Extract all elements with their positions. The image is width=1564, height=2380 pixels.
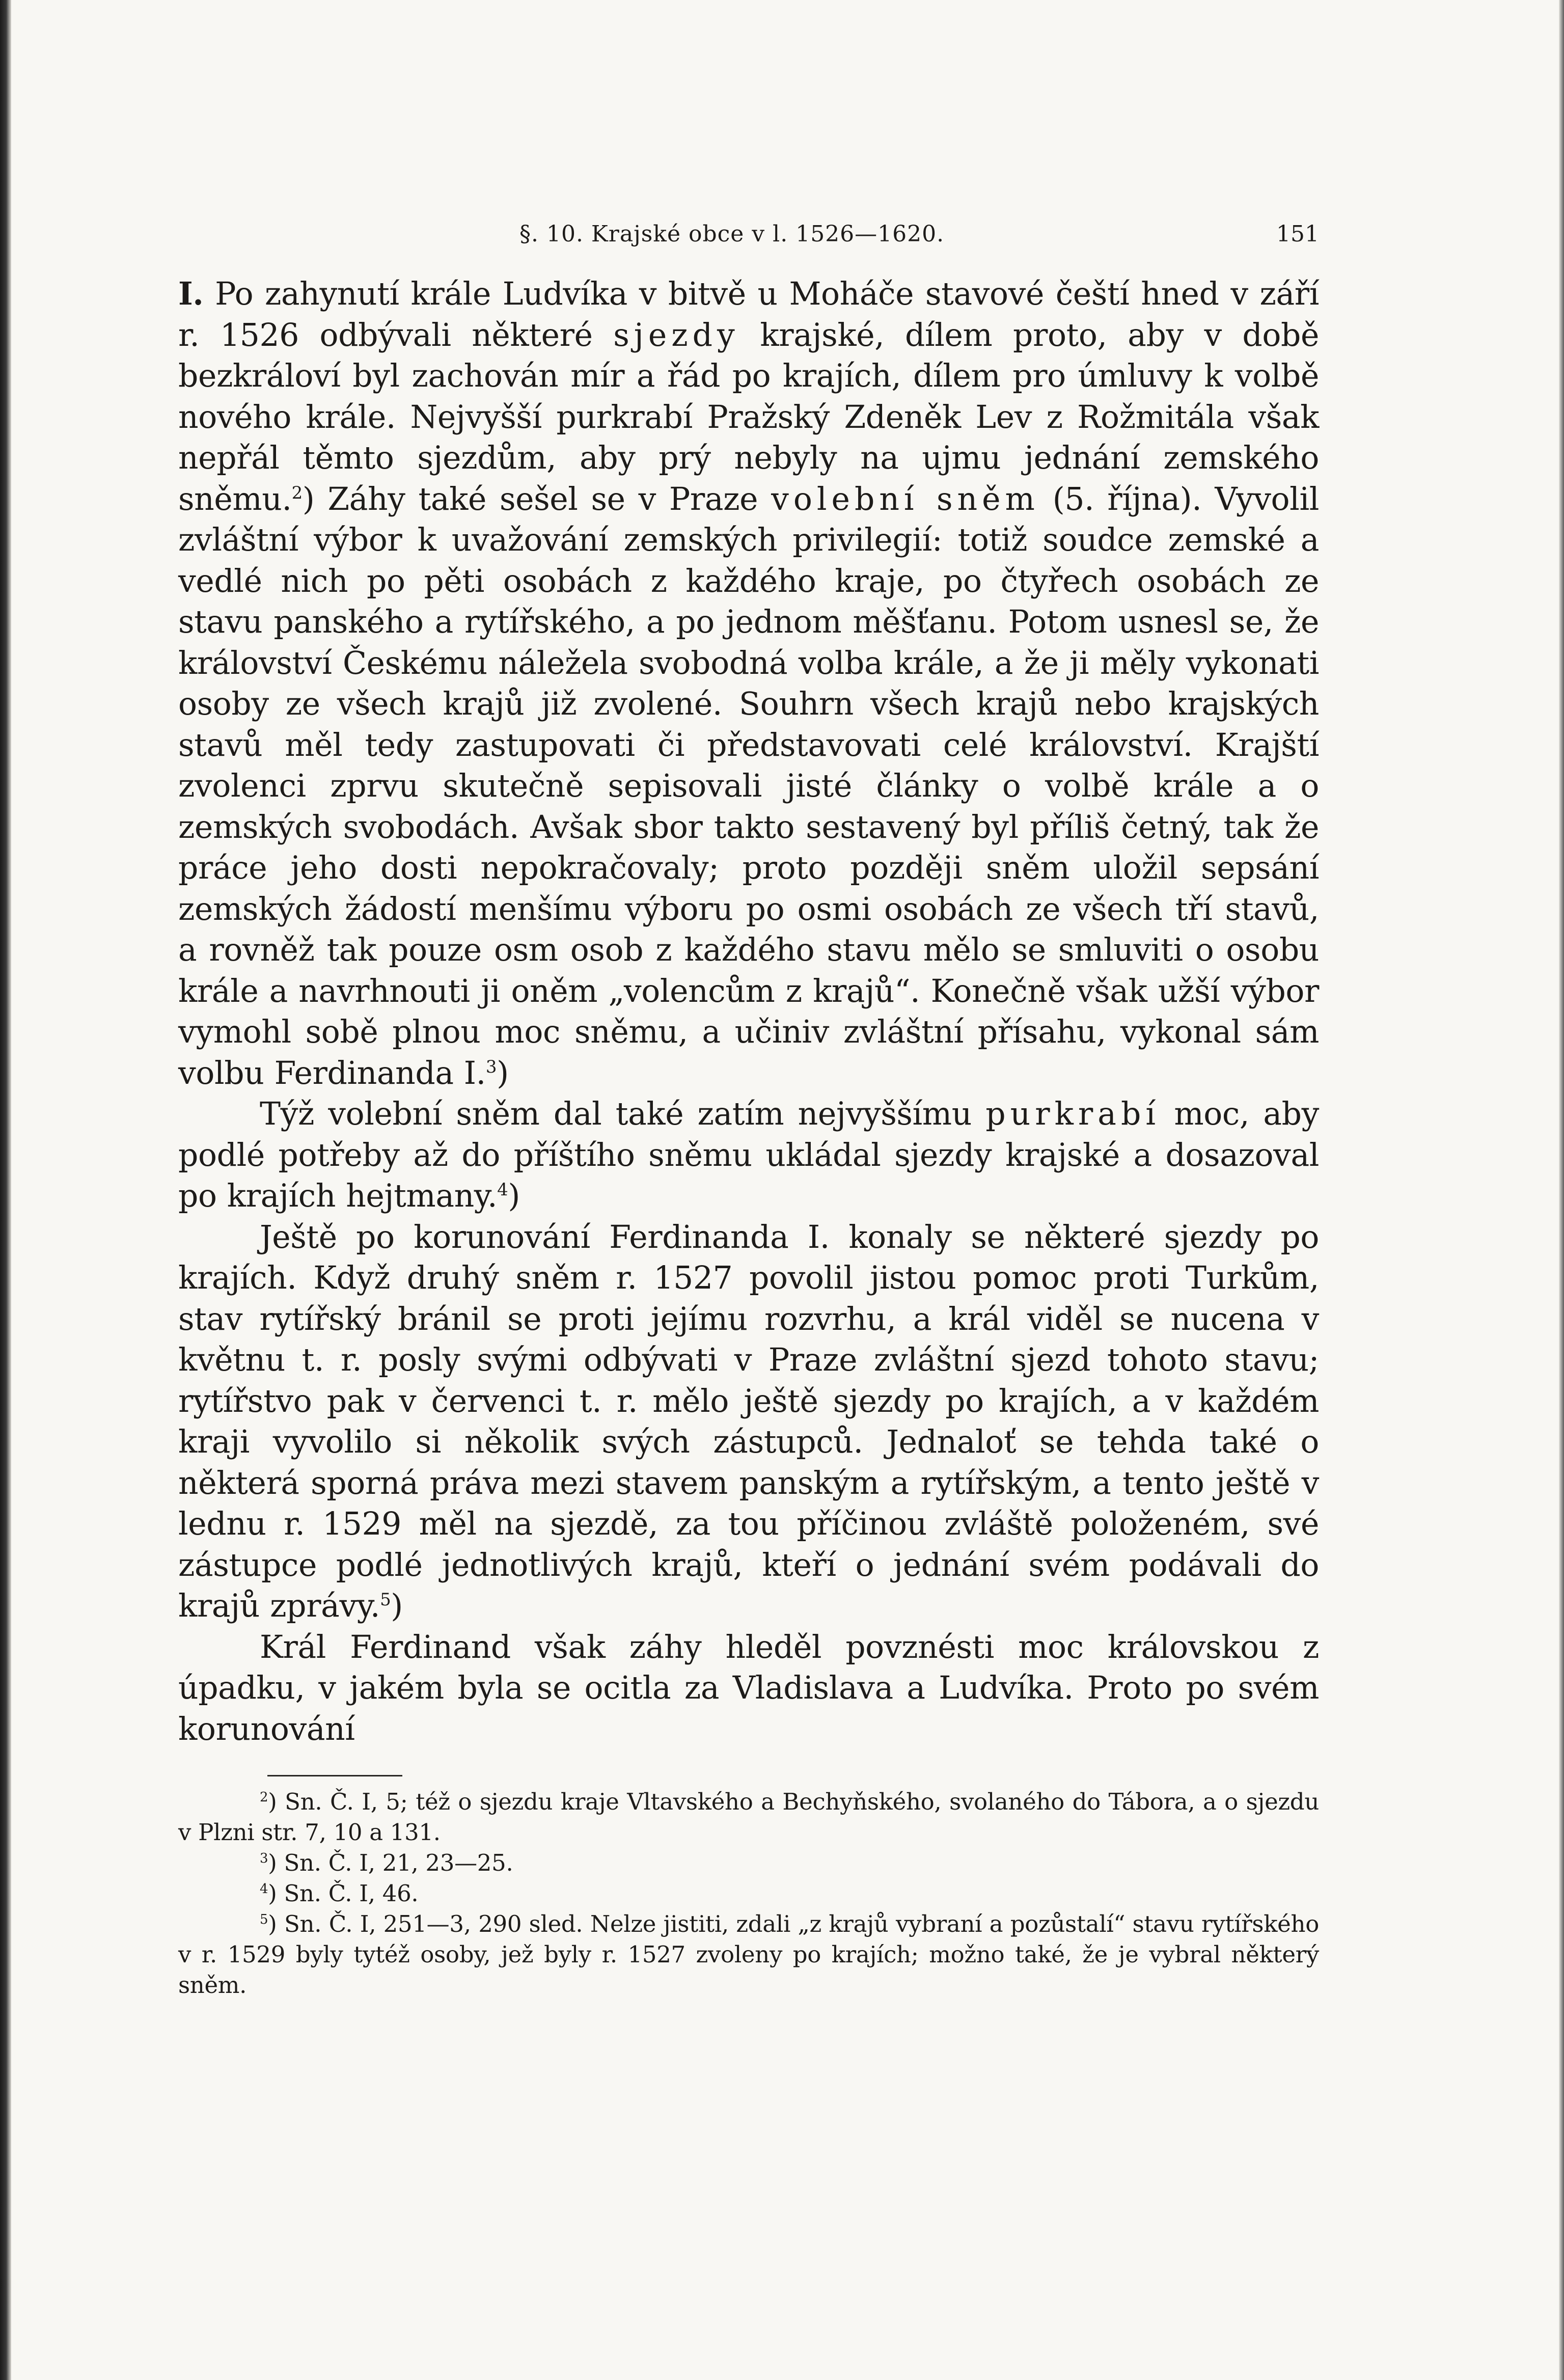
paragraph-2 bbox=[178, 1093, 1319, 1217]
footnote-ref: 5 bbox=[380, 1590, 391, 1610]
text-run: ) bbox=[391, 1588, 403, 1624]
footnote bbox=[178, 1878, 1319, 1909]
text-run: Po zahynutí krále Ludvíka v bitvě u Moháče stavové čeští hned v září r. 1526 odbývali některé bbox=[178, 276, 1319, 353]
text-run: krajské, dílem proto, aby v době bezkráloví byl zachován mír a řád po krajích, dílem pro úmluvy k volbě nového krále. Nejvyšší purkrabí Pražský Zdeněk Lev z Rožmitála však nepřál těmto sjezdům, aby prý nebyly na ujmu jednání zemského sněmu. bbox=[178, 316, 1319, 517]
footnote-text: ) Sn. Č. I, 21, 23—25. bbox=[268, 1849, 513, 1876]
scan-edge-right bbox=[1559, 0, 1564, 2380]
text-run: Král Ferdinand však záhy hleděl povznésti moc královskou z úpadku, v jakém byla se ocitla za Vladislava a Ludvíka. Proto po svém korunování bbox=[178, 1628, 1319, 1747]
paragraph-1 bbox=[178, 273, 1319, 1093]
footnote-mark: 3 bbox=[260, 1851, 268, 1866]
spaced-term: purkrabí bbox=[985, 1096, 1160, 1132]
scan-edge-left bbox=[0, 0, 11, 2380]
footnote bbox=[178, 1909, 1319, 2001]
paragraph-3 bbox=[178, 1217, 1319, 1627]
body-text bbox=[178, 273, 1319, 1749]
footnote-rule bbox=[267, 1775, 402, 1776]
paragraph-4 bbox=[178, 1627, 1319, 1750]
spaced-term: volební sněm bbox=[771, 480, 1039, 517]
text-run: moc, aby podlé potřeby až do příštího sněmu ukládal sjezdy krajské a dosazoval po krajích hejtmany. bbox=[178, 1096, 1319, 1214]
text-run: ) bbox=[508, 1178, 520, 1214]
running-title: §. 10. Krajské obce v l. 1526—1620. bbox=[519, 221, 945, 247]
footnote bbox=[178, 1848, 1319, 1878]
text-run: Týž volební sněm dal také zatím nejvyššímu bbox=[260, 1096, 986, 1132]
text-run: (5. října). Vyvolil zvláštní výbor k uvažování zemských privilegií: totiž soudce zemské a vedlé nich po pěti osobách z každého kraje, po čtyřech osobách ze stavu panského a rytířského, a po jednom měšťanu. Potom usnesl se, že království Českému náležela svobodná volba krále, a že ji měly vykonati osoby ze všech krajů již zvolené. Souhrn všech krajů nebo krajských stavů měl tedy zastupovati či představovati celé království. Krajští zvolenci zprvu skutečně sepisovali jisté články o volbě krále a o zemských svobodách. Avšak sbor takto sestavený byl příliš četný, tak že práce jeho dosti nepokračovaly; proto později sněm uložil sepsání zemských žádostí menšímu výboru po osmi osobách ze všech tří stavů, a rovněž tak pouze osm osob z každého stavu mělo se smluviti o osobu krále a navrhnouti ji oněm „volencům z krajů“. Konečně však užší výbor vymohl sobě plnou moc sněmu, a učiniv zvláštní přísahu, vykonal sám volbu Ferdinanda I. bbox=[178, 480, 1319, 1091]
text-run: Ještě po korunování Ferdinanda I. konaly se některé sjezdy po krajích. Když druhý sněm r. 1527 povolil jistou pomoc proti Turkům, stav rytířský bránil se proti jejímu rozvrhu, a král viděl se nucena v květnu t. r. posly svými odbývati v Praze zvláštní sjezd tohoto stavu; rytířstvo pak v červenci t. r. mělo ještě sjezdy po krajích, a v každém kraji vyvolilo si několik svých zástupců. Jednaloť se tehda také o některá sporná práva mezi stavem panským a rytířským, a tento ještě v lednu r. 1529 měl na sjezdě, za tou příčinou zvláště položeném, své zástupce podlé jednotlivých krajů, kteří o jednání svém podávali do krajů zprávy. bbox=[178, 1218, 1319, 1624]
footnotes bbox=[178, 1787, 1319, 2001]
footnote-mark: 5 bbox=[260, 1912, 268, 1927]
book-page bbox=[178, 206, 1319, 2001]
footnote-mark: 4 bbox=[260, 1881, 268, 1897]
page-number: 151 bbox=[1276, 221, 1319, 247]
footnote-text: ) Sn. Č. I, 5; též o sjezdu kraje Vltavského a Bechyňského, svolaného do Tábora, a o sjezdu v Plzni str. 7, 10 a 131. bbox=[178, 1788, 1319, 1846]
text-run: ) bbox=[497, 1054, 509, 1091]
section-number: I. bbox=[178, 275, 204, 312]
footnote-ref: 3 bbox=[485, 1056, 497, 1077]
footnote-ref: 2 bbox=[291, 482, 303, 503]
spaced-term: sjezdy bbox=[613, 316, 739, 353]
running-head bbox=[178, 206, 1319, 262]
footnote-text: ) Sn. Č. I, 46. bbox=[268, 1880, 419, 1907]
footnote-ref: 4 bbox=[497, 1180, 508, 1200]
footnote bbox=[178, 1787, 1319, 1848]
footnote-text: ) Sn. Č. I, 251—3, 290 sled. Nelze jistiti, zdali „z krajů vybraní a pozůstalí“ stavu rytířského v r. 1529 byly tytéž osoby, jež byly r. 1527 zvoleny po krajích; možno také, že je vybral některý sněm. bbox=[178, 1910, 1319, 1999]
text-run: ) Záhy také sešel se v Praze bbox=[302, 480, 772, 517]
footnote-mark: 2 bbox=[260, 1790, 268, 1805]
